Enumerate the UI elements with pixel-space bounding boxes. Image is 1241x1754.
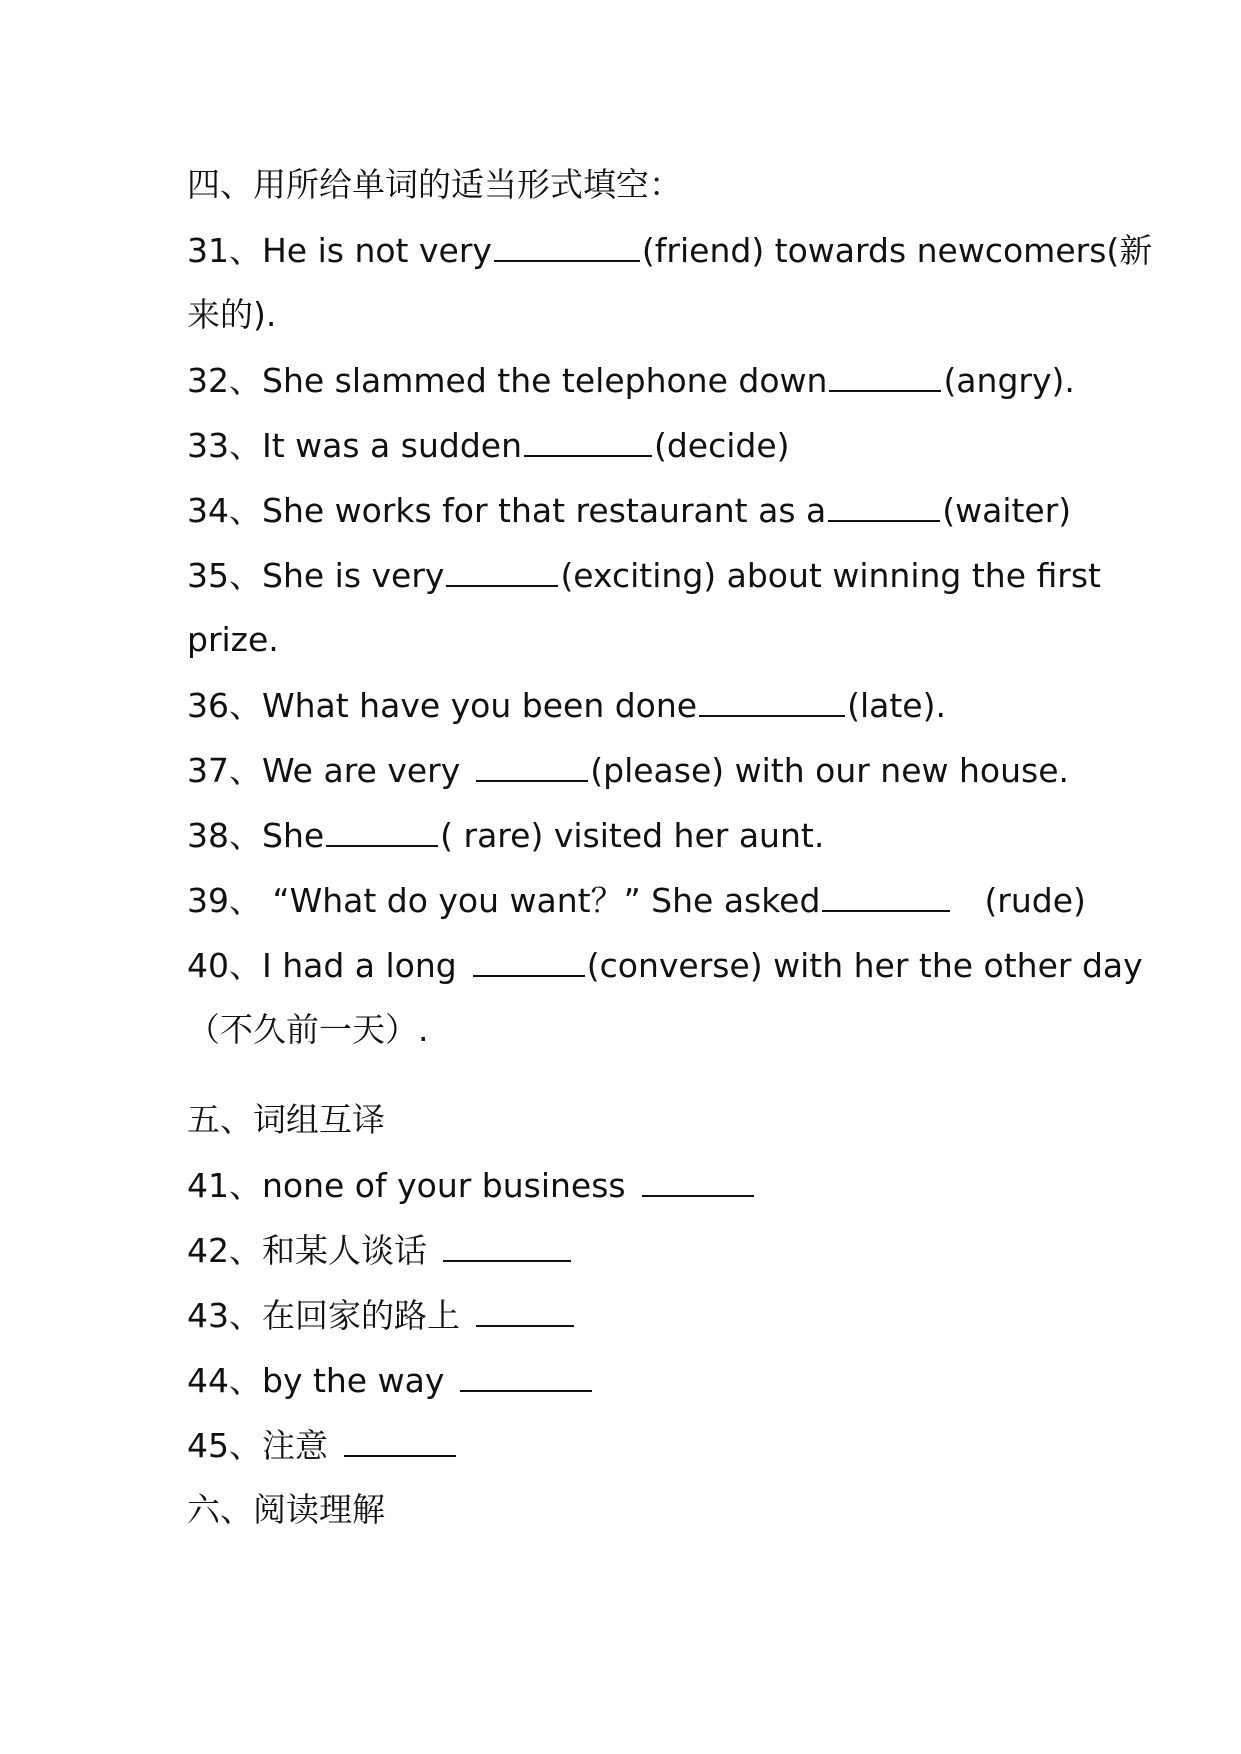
- question-35-continuation: prize.: [187, 620, 279, 659]
- question-38-prefix: 38、She: [187, 816, 325, 855]
- question-42: [187, 1230, 573, 1271]
- answer-blank[interactable]: [642, 1165, 754, 1197]
- question-39: [187, 880, 1086, 921]
- question-45-text: 45、注意: [187, 1426, 328, 1465]
- question-35-suffix: (exciting) about winning the first: [560, 556, 1101, 595]
- question-45: [187, 1425, 458, 1466]
- question-43: [187, 1295, 576, 1336]
- question-40-suffix: (converse) with her the other day: [586, 946, 1143, 985]
- question-34-suffix: (waiter): [942, 491, 1072, 530]
- answer-blank[interactable]: [829, 360, 941, 392]
- question-33-suffix: (decide): [653, 426, 790, 465]
- question-33-prefix: 33、It was a sudden: [187, 426, 522, 465]
- answer-blank[interactable]: [476, 1295, 574, 1327]
- question-32-suffix: (angry).: [943, 361, 1075, 400]
- section-5-heading: [187, 1100, 385, 1140]
- question-37-prefix: 37、We are very: [187, 751, 461, 790]
- question-39-suffix: (rude): [984, 881, 1086, 920]
- question-44: [187, 1360, 594, 1401]
- question-39-prefix: 39、 “What do you want？” She asked: [187, 881, 821, 920]
- section-4-heading-text: 四、用所给单词的适当形式填空：: [187, 165, 682, 204]
- question-31-prefix: 31、He is not very: [187, 231, 492, 270]
- question-42-text: 42、和某人谈话: [187, 1231, 427, 1270]
- question-31-continuation: 来的).: [187, 295, 277, 334]
- question-44-text: 44、by the way: [187, 1361, 445, 1400]
- question-35-line-1: [187, 555, 1101, 596]
- question-33: [187, 425, 790, 466]
- answer-blank[interactable]: [460, 1360, 592, 1392]
- question-34-prefix: 34、She works for that restaurant as a: [187, 491, 827, 530]
- question-40-prefix: 40、I had a long: [187, 946, 457, 985]
- question-41-text: 41、none of your business: [187, 1166, 626, 1205]
- section-6-heading-text: 六、阅读理解: [187, 1490, 385, 1529]
- answer-blank[interactable]: [476, 750, 588, 782]
- question-31-line-2: [187, 295, 276, 335]
- answer-blank[interactable]: [344, 1425, 456, 1457]
- question-36: [187, 685, 946, 726]
- answer-blank[interactable]: [473, 945, 585, 977]
- answer-blank[interactable]: [494, 230, 640, 262]
- question-37: [187, 750, 1069, 791]
- question-38: [187, 815, 824, 856]
- section-6-heading: [187, 1490, 385, 1530]
- question-35-prefix: 35、She is very: [187, 556, 445, 595]
- answer-blank[interactable]: [326, 815, 438, 847]
- question-36-suffix: (late).: [847, 686, 946, 725]
- question-40-line-2: [187, 1010, 429, 1050]
- question-36-prefix: 36、What have you been done: [187, 686, 698, 725]
- answer-blank[interactable]: [446, 555, 558, 587]
- answer-blank[interactable]: [828, 490, 940, 522]
- section-4-heading: [187, 165, 682, 205]
- answer-blank[interactable]: [524, 425, 652, 457]
- answer-blank[interactable]: [443, 1230, 571, 1262]
- question-31-line-1: [187, 230, 1152, 271]
- question-32-prefix: 32、She slammed the telephone down: [187, 361, 828, 400]
- question-37-suffix: (please) with our new house.: [590, 751, 1070, 790]
- question-43-text: 43、在回家的路上: [187, 1296, 460, 1335]
- question-34: [187, 490, 1071, 531]
- section-5-heading-text: 五、词组互译: [187, 1100, 385, 1139]
- question-35-line-2: [187, 620, 279, 660]
- question-31-suffix: (friend) towards newcomers(新: [641, 231, 1153, 270]
- question-40-continuation: （不久前一天）.: [187, 1010, 429, 1049]
- question-41: [187, 1165, 756, 1206]
- question-40-line-1: [187, 945, 1143, 986]
- question-38-suffix: ( rare) visited her aunt.: [440, 816, 825, 855]
- answer-blank[interactable]: [822, 880, 950, 912]
- question-32: [187, 360, 1075, 401]
- answer-blank[interactable]: [699, 685, 845, 717]
